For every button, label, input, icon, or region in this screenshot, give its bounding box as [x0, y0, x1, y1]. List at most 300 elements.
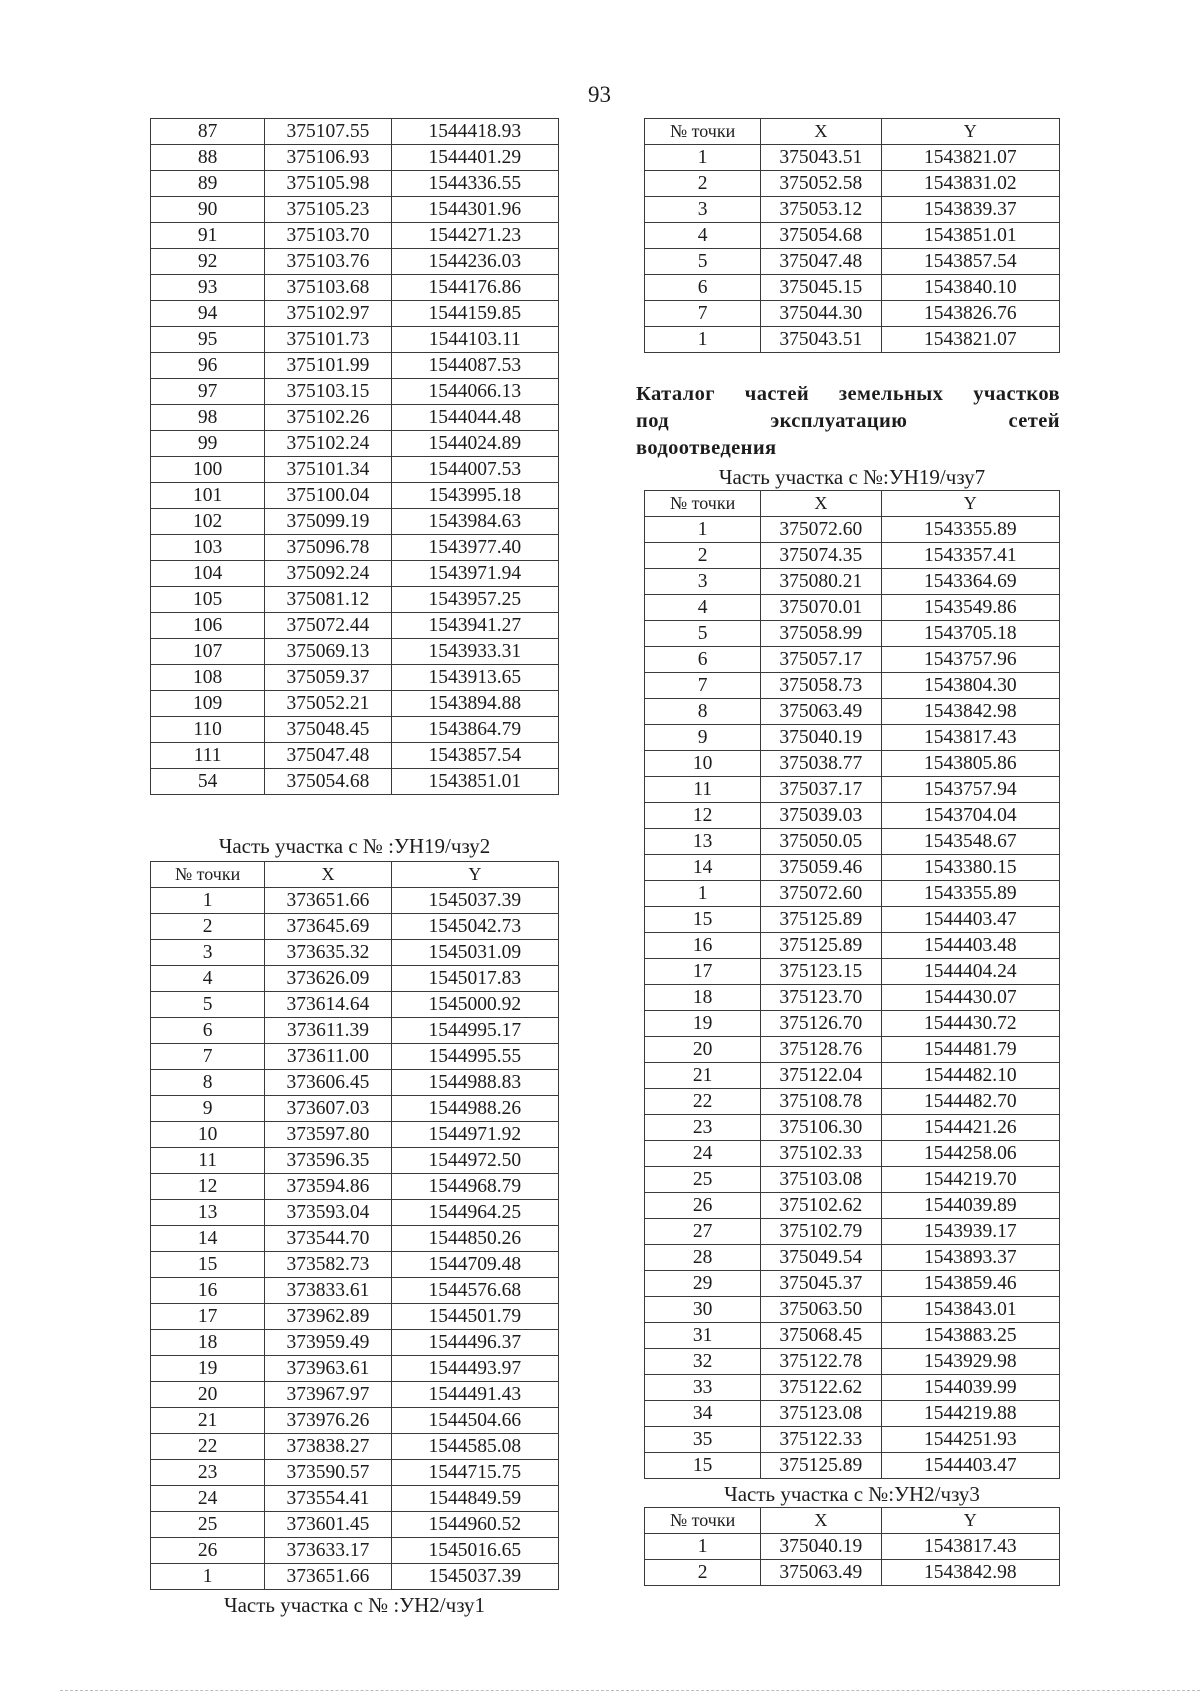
cell-x: 373635.32: [265, 940, 391, 966]
heading-word: земельных: [838, 383, 944, 405]
table-row: [645, 1427, 1060, 1453]
cell-y: 1544219.70: [881, 1167, 1059, 1193]
cell-x: 375125.89: [761, 1453, 881, 1479]
table-row: [151, 561, 559, 587]
cell-point-number: 98: [151, 405, 265, 431]
cell-point-number: 4: [645, 595, 761, 621]
catalog-heading-line-2: [636, 408, 1060, 435]
table-row: [151, 717, 559, 743]
cell-point-number: 103: [151, 535, 265, 561]
cell-point-number: 87: [151, 119, 265, 145]
cell-x: 373614.64: [265, 992, 391, 1018]
cell-y: 1544271.23: [391, 223, 558, 249]
cell-y: 1544258.06: [881, 1141, 1059, 1167]
cell-point-number: 7: [645, 301, 761, 327]
header-y: Y: [881, 119, 1059, 145]
cell-x: 375052.21: [265, 691, 391, 717]
cell-point-number: 20: [151, 1382, 265, 1408]
cell-x: 373611.39: [265, 1018, 391, 1044]
cell-x: 373596.35: [265, 1148, 391, 1174]
header-y: Y: [881, 491, 1059, 517]
cell-x: 375101.73: [265, 327, 391, 353]
cell-x: 375126.70: [761, 1011, 881, 1037]
table-row: [151, 1148, 559, 1174]
table-row: [151, 1044, 559, 1070]
cell-x: 375106.30: [761, 1115, 881, 1141]
cell-point-number: 24: [151, 1486, 265, 1512]
cell-y: 1544968.79: [391, 1174, 558, 1200]
heading-word: под: [636, 410, 670, 432]
cell-y: 1543357.41: [881, 543, 1059, 569]
cell-y: 1543977.40: [391, 535, 558, 561]
cell-y: 1543548.67: [881, 829, 1059, 855]
cell-y: 1544504.66: [391, 1408, 558, 1434]
cell-x: 375045.15: [761, 275, 881, 301]
cell-point-number: 2: [645, 1560, 761, 1586]
cell-point-number: 17: [151, 1304, 265, 1330]
cell-x: 375059.37: [265, 665, 391, 691]
table-row: [151, 1538, 559, 1564]
cell-point-number: 91: [151, 223, 265, 249]
cell-point-number: 7: [151, 1044, 265, 1070]
cell-x: 375044.30: [761, 301, 881, 327]
cell-y: 1545016.65: [391, 1538, 558, 1564]
cell-point-number: 21: [645, 1063, 761, 1089]
cell-x: 373962.89: [265, 1304, 391, 1330]
right-column: [636, 118, 1060, 1586]
table-row: [645, 699, 1060, 725]
cell-point-number: 6: [151, 1018, 265, 1044]
cell-point-number: 99: [151, 431, 265, 457]
cell-point-number: 2: [151, 914, 265, 940]
cell-y: 1544159.85: [391, 301, 558, 327]
table-row: [151, 457, 559, 483]
cell-point-number: 24: [645, 1141, 761, 1167]
cell-point-number: 15: [645, 1453, 761, 1479]
page-bottom-rule: [60, 1690, 1200, 1691]
table-row: [151, 275, 559, 301]
cell-x: 375074.35: [761, 543, 881, 569]
cell-x: 373838.27: [265, 1434, 391, 1460]
table-row: [151, 1356, 559, 1382]
cell-x: 375107.55: [265, 119, 391, 145]
table-row: [151, 483, 559, 509]
table-row: [645, 1089, 1060, 1115]
table-row: [151, 1564, 559, 1590]
cell-point-number: 1: [645, 517, 761, 543]
cell-point-number: 15: [645, 907, 761, 933]
table-row: [645, 1534, 1060, 1560]
cell-x: 373633.17: [265, 1538, 391, 1564]
cell-x: 375049.54: [761, 1245, 881, 1271]
cell-point-number: 16: [151, 1278, 265, 1304]
left-column: [150, 118, 559, 1618]
cell-y: 1543842.98: [881, 1560, 1059, 1586]
header-point-number: № точки: [151, 862, 265, 888]
table-row: [151, 197, 559, 223]
cell-x: 375122.04: [761, 1063, 881, 1089]
cell-x: 375039.03: [761, 803, 881, 829]
coords-table-un19-czu7: [644, 490, 1060, 1479]
cell-point-number: 25: [645, 1167, 761, 1193]
cell-x: 375123.70: [761, 985, 881, 1011]
cell-point-number: 8: [151, 1070, 265, 1096]
cell-x: 375101.99: [265, 353, 391, 379]
cell-point-number: 3: [151, 940, 265, 966]
cell-y: 1543821.07: [881, 145, 1059, 171]
table-row: [151, 1122, 559, 1148]
table-row: [151, 1304, 559, 1330]
cell-point-number: 33: [645, 1375, 761, 1401]
cell-x: 375102.62: [761, 1193, 881, 1219]
table-row: [151, 431, 559, 457]
table-row: [645, 933, 1060, 959]
cell-point-number: 22: [645, 1089, 761, 1115]
cell-y: 1544482.10: [881, 1063, 1059, 1089]
cell-y: 1543831.02: [881, 171, 1059, 197]
table-caption-un19-czu2: Часть участка с № :УН19/чзу2: [218, 834, 491, 858]
table-row: [151, 914, 559, 940]
table-caption-un2-czu3: Часть участка с №:УН2/чзу3: [724, 1482, 980, 1506]
cell-y: 1544024.89: [391, 431, 558, 457]
table-row: [645, 1323, 1060, 1349]
cell-x: 375053.12: [761, 197, 881, 223]
cell-point-number: 23: [151, 1460, 265, 1486]
cell-point-number: 4: [645, 223, 761, 249]
cell-y: 1543839.37: [881, 197, 1059, 223]
table-row: [645, 985, 1060, 1011]
table-row: [645, 1037, 1060, 1063]
heading-word: участков: [973, 383, 1060, 405]
cell-y: 1543957.25: [391, 587, 558, 613]
cell-x: 375038.77: [761, 751, 881, 777]
cell-point-number: 11: [645, 777, 761, 803]
cell-x: 373645.69: [265, 914, 391, 940]
cell-x: 375103.15: [265, 379, 391, 405]
cell-x: 373606.45: [265, 1070, 391, 1096]
cell-y: 1543864.79: [391, 717, 558, 743]
cell-x: 373607.03: [265, 1096, 391, 1122]
table-row: [645, 855, 1060, 881]
cell-point-number: 97: [151, 379, 265, 405]
cell-x: 375102.24: [265, 431, 391, 457]
cell-point-number: 110: [151, 717, 265, 743]
cell-y: 1545042.73: [391, 914, 558, 940]
catalog-heading: [636, 381, 1060, 462]
table-row: [151, 119, 559, 145]
cell-x: 375069.13: [265, 639, 391, 665]
cell-x: 373626.09: [265, 966, 391, 992]
cell-x: 375054.68: [265, 769, 391, 795]
cell-point-number: 96: [151, 353, 265, 379]
cell-point-number: 3: [645, 197, 761, 223]
table-row: [645, 1011, 1060, 1037]
cell-y: 1543805.86: [881, 751, 1059, 777]
table-row: [151, 1512, 559, 1538]
table-row: [151, 171, 559, 197]
cell-y: 1543857.54: [881, 249, 1059, 275]
cell-x: 373554.41: [265, 1486, 391, 1512]
cell-x: 375100.04: [265, 483, 391, 509]
cell-point-number: 93: [151, 275, 265, 301]
cell-point-number: 34: [645, 1401, 761, 1427]
cell-y: 1544995.17: [391, 1018, 558, 1044]
header-point-number: № точки: [645, 1508, 761, 1534]
cell-y: 1544988.83: [391, 1070, 558, 1096]
table-row: [151, 1200, 559, 1226]
cell-y: 1543804.30: [881, 673, 1059, 699]
cell-x: 375103.68: [265, 275, 391, 301]
cell-y: 1543843.01: [881, 1297, 1059, 1323]
table-row: [645, 751, 1060, 777]
table-row: [645, 197, 1060, 223]
cell-x: 375037.17: [761, 777, 881, 803]
coords-table-continued: [150, 118, 559, 795]
cell-point-number: 5: [645, 249, 761, 275]
table-row: [151, 145, 559, 171]
header-x: X: [761, 119, 881, 145]
cell-x: 373594.86: [265, 1174, 391, 1200]
cell-y: 1544430.72: [881, 1011, 1059, 1037]
heading-word: Каталог: [636, 383, 715, 405]
table-row: [151, 353, 559, 379]
cell-x: 375072.60: [761, 517, 881, 543]
cell-y: 1543893.37: [881, 1245, 1059, 1271]
cell-y: 1545017.83: [391, 966, 558, 992]
cell-x: 375108.78: [761, 1089, 881, 1115]
table-row: [151, 665, 559, 691]
cell-point-number: 106: [151, 613, 265, 639]
cell-point-number: 100: [151, 457, 265, 483]
table-row: [645, 1167, 1060, 1193]
cell-y: 1543894.88: [391, 691, 558, 717]
table-row: [151, 691, 559, 717]
table-row: [151, 587, 559, 613]
cell-point-number: 7: [645, 673, 761, 699]
cell-y: 1545031.09: [391, 940, 558, 966]
table-header-row: [645, 1508, 1060, 1534]
cell-point-number: 13: [151, 1200, 265, 1226]
table-row: [151, 1252, 559, 1278]
cell-point-number: 54: [151, 769, 265, 795]
cell-x: 373651.66: [265, 1564, 391, 1590]
table-row: [645, 907, 1060, 933]
table-row: [645, 647, 1060, 673]
cell-y: 1543851.01: [391, 769, 558, 795]
cell-x: 375105.23: [265, 197, 391, 223]
catalog-heading-line-3: водоотведения: [636, 437, 777, 459]
cell-point-number: 95: [151, 327, 265, 353]
cell-point-number: 16: [645, 933, 761, 959]
table-row: [151, 1226, 559, 1252]
table-row: [151, 249, 559, 275]
cell-point-number: 111: [151, 743, 265, 769]
table-header-row: [645, 491, 1060, 517]
coords-table-un2-czu3: [644, 1507, 1060, 1586]
cell-y: 1544403.48: [881, 933, 1059, 959]
cell-x: 375058.73: [761, 673, 881, 699]
cell-y: 1544007.53: [391, 457, 558, 483]
table-row: [151, 743, 559, 769]
cell-y: 1543851.01: [881, 223, 1059, 249]
cell-y: 1544039.99: [881, 1375, 1059, 1401]
cell-x: 375040.19: [761, 725, 881, 751]
cell-point-number: 90: [151, 197, 265, 223]
cell-x: 375103.08: [761, 1167, 881, 1193]
cell-x: 375070.01: [761, 595, 881, 621]
table-row: [645, 171, 1060, 197]
cell-point-number: 1: [151, 888, 265, 914]
cell-point-number: 10: [645, 751, 761, 777]
cell-x: 375063.50: [761, 1297, 881, 1323]
cell-point-number: 101: [151, 483, 265, 509]
table-row: [645, 1245, 1060, 1271]
table-header-row: [151, 862, 559, 888]
table-row: [645, 1141, 1060, 1167]
heading-word: сетей: [1008, 410, 1060, 432]
table-row: [645, 673, 1060, 699]
cell-x: 373590.57: [265, 1460, 391, 1486]
cell-x: 373597.80: [265, 1122, 391, 1148]
cell-y: 1544960.52: [391, 1512, 558, 1538]
cell-x: 375058.99: [761, 621, 881, 647]
cell-y: 1544493.97: [391, 1356, 558, 1382]
table-row: [151, 327, 559, 353]
cell-x: 375054.68: [761, 223, 881, 249]
table-row: [151, 769, 559, 795]
cell-y: 1544988.26: [391, 1096, 558, 1122]
cell-point-number: 17: [645, 959, 761, 985]
cell-y: 1543913.65: [391, 665, 558, 691]
cell-y: 1545037.39: [391, 888, 558, 914]
table-row: [151, 379, 559, 405]
cell-y: 1544421.26: [881, 1115, 1059, 1141]
cell-x: 375102.97: [265, 301, 391, 327]
table-row: [151, 613, 559, 639]
table-caption-un19-czu7: Часть участка с №:УН19/чзу7: [718, 465, 986, 489]
cell-point-number: 30: [645, 1297, 761, 1323]
cell-x: 375080.21: [761, 569, 881, 595]
table-row: [645, 249, 1060, 275]
table-row: [151, 1382, 559, 1408]
cell-x: 375068.45: [761, 1323, 881, 1349]
cell-x: 373601.45: [265, 1512, 391, 1538]
cell-point-number: 26: [645, 1193, 761, 1219]
table-row: [645, 569, 1060, 595]
cell-y: 1543933.31: [391, 639, 558, 665]
table-row: [151, 992, 559, 1018]
table-row: [645, 803, 1060, 829]
table-row: [645, 145, 1060, 171]
cell-y: 1544039.89: [881, 1193, 1059, 1219]
cell-point-number: 29: [645, 1271, 761, 1297]
table-row: [645, 543, 1060, 569]
header-x: X: [761, 491, 881, 517]
cell-point-number: 25: [151, 1512, 265, 1538]
table-row: [645, 621, 1060, 647]
table-row: [151, 940, 559, 966]
table-row: [645, 1219, 1060, 1245]
table-row: [645, 1401, 1060, 1427]
table-header-row: [645, 119, 1060, 145]
cell-x: 373651.66: [265, 888, 391, 914]
table-row: [151, 405, 559, 431]
cell-x: 375101.34: [265, 457, 391, 483]
cell-y: 1544496.37: [391, 1330, 558, 1356]
cell-point-number: 104: [151, 561, 265, 587]
cell-y: 1544576.68: [391, 1278, 558, 1304]
table-row: [151, 1070, 559, 1096]
cell-y: 1544715.75: [391, 1460, 558, 1486]
cell-y: 1543817.43: [881, 1534, 1059, 1560]
table-row: [151, 301, 559, 327]
cell-y: 1543842.98: [881, 699, 1059, 725]
table-row: [645, 223, 1060, 249]
cell-y: 1543941.27: [391, 613, 558, 639]
cell-x: 373967.97: [265, 1382, 391, 1408]
table-row: [645, 1560, 1060, 1586]
cell-y: 1543757.94: [881, 777, 1059, 803]
cell-y: 1544418.93: [391, 119, 558, 145]
cell-y: 1544995.55: [391, 1044, 558, 1070]
cell-y: 1545000.92: [391, 992, 558, 1018]
cell-y: 1544430.07: [881, 985, 1059, 1011]
cell-point-number: 12: [151, 1174, 265, 1200]
cell-y: 1544251.93: [881, 1427, 1059, 1453]
cell-point-number: 1: [645, 145, 761, 171]
table-row: [151, 1018, 559, 1044]
table-row: [151, 223, 559, 249]
cell-y: 1544972.50: [391, 1148, 558, 1174]
cell-x: 375125.89: [761, 907, 881, 933]
table-row: [645, 1453, 1060, 1479]
cell-y: 1543821.07: [881, 327, 1059, 353]
table-row: [645, 1115, 1060, 1141]
table-row: [151, 888, 559, 914]
cell-point-number: 108: [151, 665, 265, 691]
cell-x: 375045.37: [761, 1271, 881, 1297]
cell-y: 1544236.03: [391, 249, 558, 275]
header-point-number: № точки: [645, 491, 761, 517]
cell-x: 373833.61: [265, 1278, 391, 1304]
cell-x: 373544.70: [265, 1226, 391, 1252]
table-row: [645, 1297, 1060, 1323]
cell-point-number: 94: [151, 301, 265, 327]
table-row: [645, 1271, 1060, 1297]
table-row: [151, 1330, 559, 1356]
cell-point-number: 20: [645, 1037, 761, 1063]
cell-point-number: 6: [645, 647, 761, 673]
table-row: [645, 725, 1060, 751]
cell-y: 1544176.86: [391, 275, 558, 301]
table-row: [645, 1063, 1060, 1089]
cell-x: 375063.49: [761, 699, 881, 725]
cell-x: 373593.04: [265, 1200, 391, 1226]
cell-y: 1544403.47: [881, 1453, 1059, 1479]
cell-point-number: 107: [151, 639, 265, 665]
cell-x: 375103.76: [265, 249, 391, 275]
cell-point-number: 23: [645, 1115, 761, 1141]
table-row: [151, 1174, 559, 1200]
cell-y: 1543840.10: [881, 275, 1059, 301]
cell-point-number: 26: [151, 1538, 265, 1564]
header-x: X: [265, 862, 391, 888]
cell-y: 1544403.47: [881, 907, 1059, 933]
cell-y: 1543857.54: [391, 743, 558, 769]
cell-point-number: 4: [151, 966, 265, 992]
cell-y: 1543380.15: [881, 855, 1059, 881]
cell-y: 1543549.86: [881, 595, 1059, 621]
